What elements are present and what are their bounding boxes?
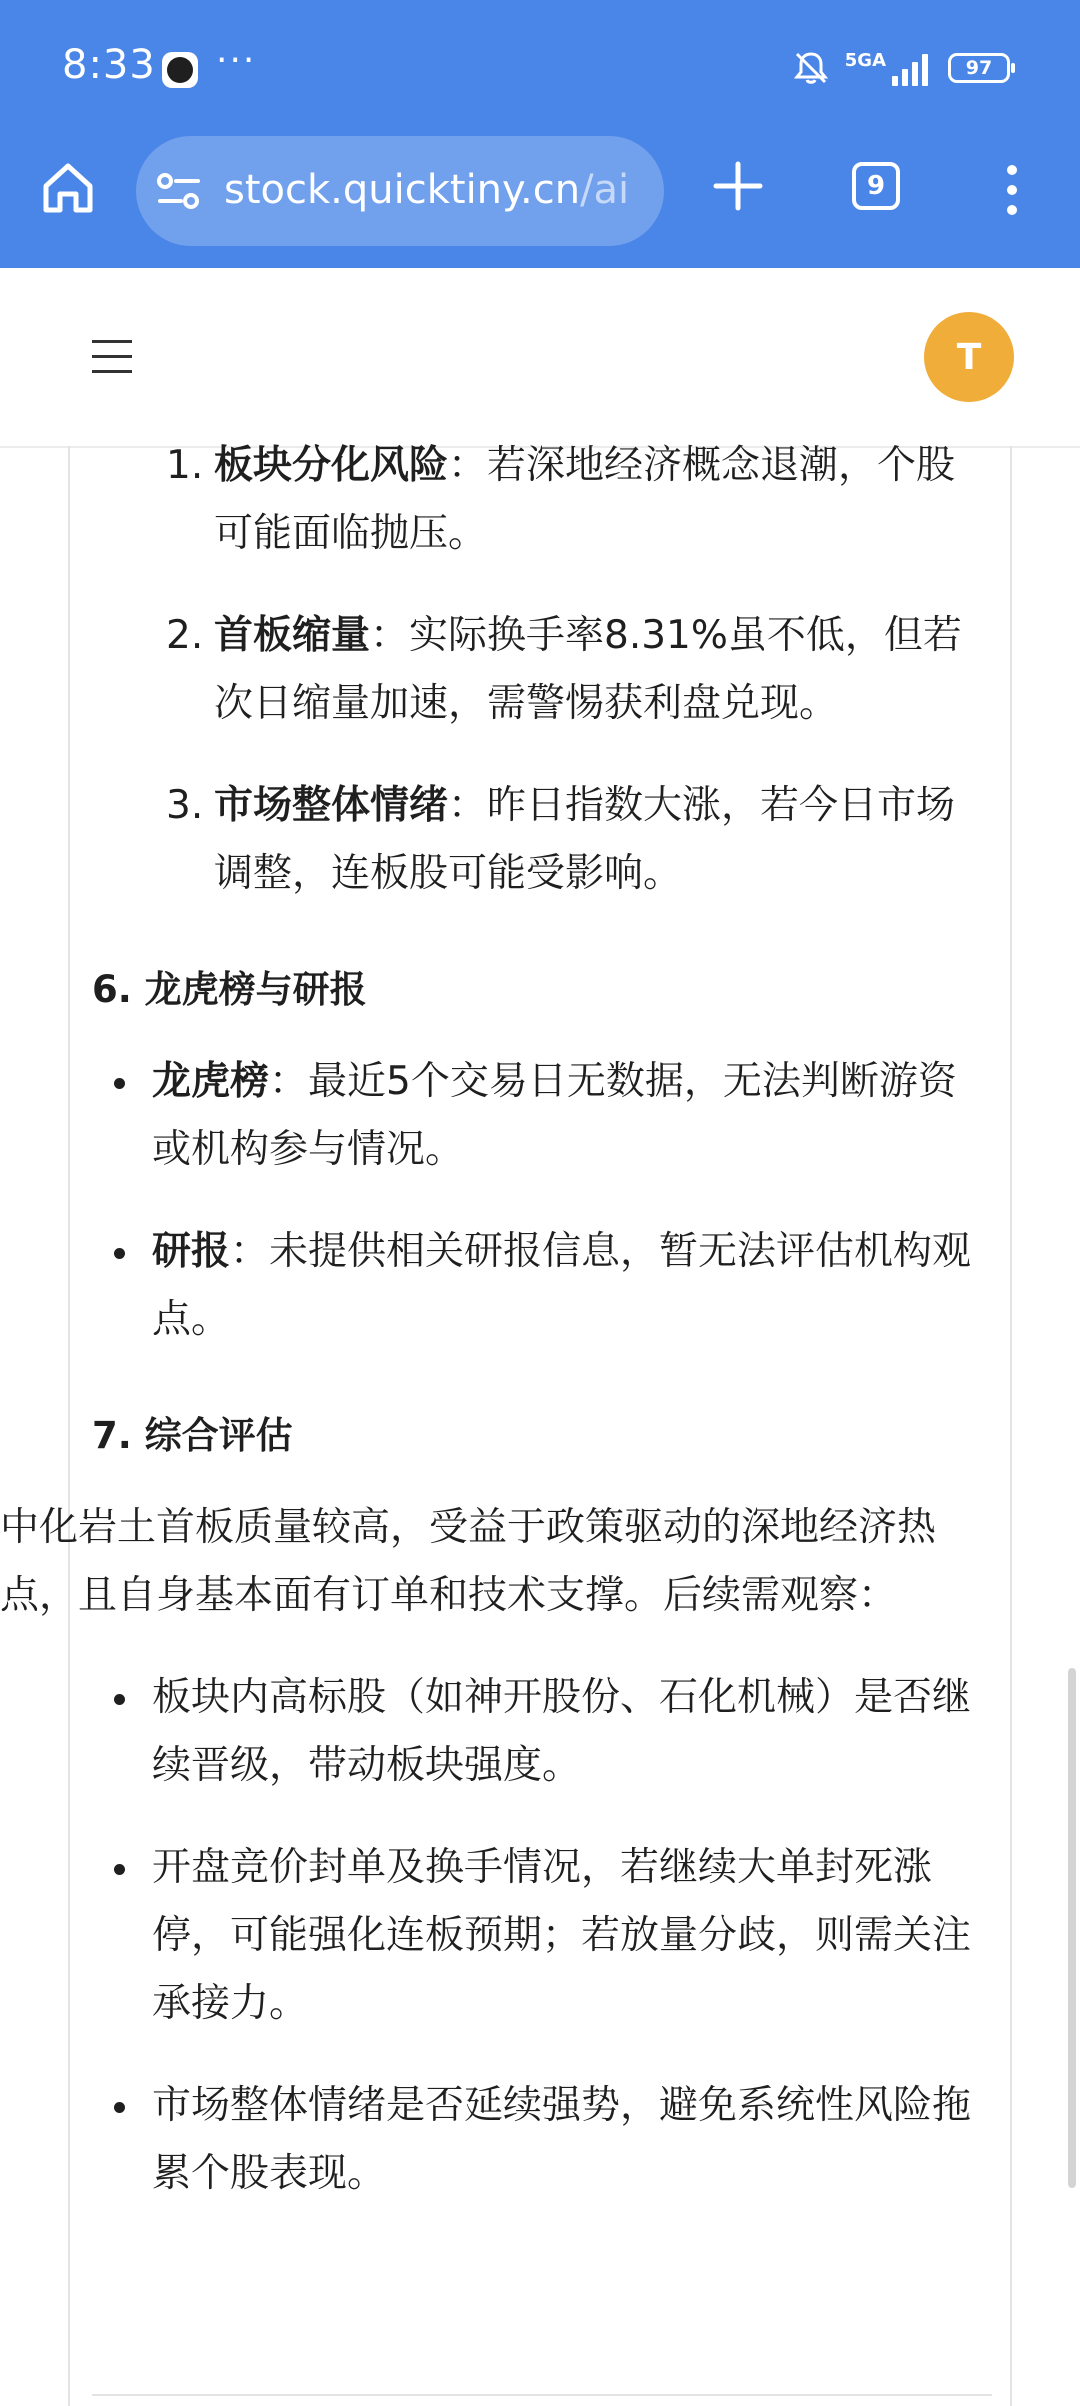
risk-item [92, 432, 992, 568]
battery-indicator: 97 [948, 53, 1010, 83]
summary-paragraph: 中化岩土首板质量较高，受益于政策驱动的深地经济热点，且自身基本面有订单和技术支撑。后续需观察： [0, 1505, 937, 1618]
app-header [0, 268, 1080, 448]
browser-toolbar [0, 136, 1080, 268]
risk-item [92, 772, 992, 908]
list-item [92, 1048, 992, 1184]
home-icon [36, 156, 100, 220]
list-item: 开盘竞价封单及换手情况，若继续大单封死涨停，可能强化连板预期；若放量分歧，则需关注承接力。 [92, 1834, 992, 2038]
browser-chrome [0, 0, 1080, 268]
watch-list [92, 1664, 992, 2208]
analysis-content [0, 432, 992, 2208]
risk-list [92, 432, 992, 908]
dragon-tiger-list [92, 1048, 992, 1354]
risk-title: 板块分化风险 [214, 443, 449, 488]
tab-switcher-button[interactable]: 9 [852, 162, 900, 210]
address-bar[interactable] [136, 136, 664, 246]
overflow-menu-button[interactable] [990, 162, 1034, 218]
hamburger-menu-icon[interactable] [92, 340, 132, 374]
risk-number: 1. [166, 443, 204, 488]
vertical-dots-icon [990, 162, 1034, 218]
network-type-label: 5GA [844, 50, 886, 71]
risk-number: 3. [166, 783, 204, 828]
risk-number: 2. [166, 613, 204, 658]
url-text[interactable] [224, 164, 644, 216]
risk-item [92, 602, 992, 738]
status-bar [0, 0, 1080, 136]
list-item [92, 1218, 992, 1354]
more-notifications-icon: ··· [216, 40, 257, 81]
risk-text: ：若深地经济概念退潮，个股可能面临抛压。 [214, 443, 956, 556]
section-heading-dragon-tiger: 6. 龙虎榜与研报 [92, 968, 367, 1011]
list-item: 板块内高标股（如神开股份、石化机械）是否继续晋级，带动板块强度。 [92, 1664, 992, 1800]
user-avatar[interactable]: T [924, 312, 1014, 402]
risk-text: ：实际换手率8.31%虽不低，但若次日缩量加速，需警惕获利盘兑现。 [214, 613, 962, 726]
section-heading-summary: 7. 综合评估 [92, 1414, 293, 1457]
signal-strength-icon [890, 50, 934, 86]
url-path: /ai [580, 167, 630, 213]
site-settings-icon[interactable] [156, 170, 202, 212]
status-time: 8:33 [62, 42, 156, 88]
divider [92, 2394, 992, 2396]
status-indicators [791, 46, 1010, 90]
risk-text: ：昨日指数大涨，若今日市场调整，连板股可能受影响。 [214, 783, 956, 896]
muted-bell-icon [791, 48, 831, 88]
new-tab-button[interactable] [710, 158, 766, 214]
risk-title: 市场整体情绪 [214, 783, 449, 828]
clock-app-icon [162, 52, 198, 88]
risk-title: 首板缩量 [214, 613, 371, 658]
home-button[interactable] [36, 156, 100, 220]
item-text: ：未提供相关研报信息，暂无法评估机构观点。 [152, 1229, 972, 1342]
page-scrollbar[interactable] [1068, 1668, 1076, 2188]
url-host: stock.quicktiny.cn [224, 167, 581, 213]
item-title: 研报 [152, 1229, 231, 1274]
list-item: 市场整体情绪是否延续强势，避免系统性风险拖累个股表现。 [92, 2072, 992, 2208]
plus-icon [710, 158, 766, 214]
item-title: 龙虎榜 [152, 1059, 270, 1104]
item-text: ：最近5个交易日无数据，无法判断游资或机构参与情况。 [152, 1059, 957, 1172]
